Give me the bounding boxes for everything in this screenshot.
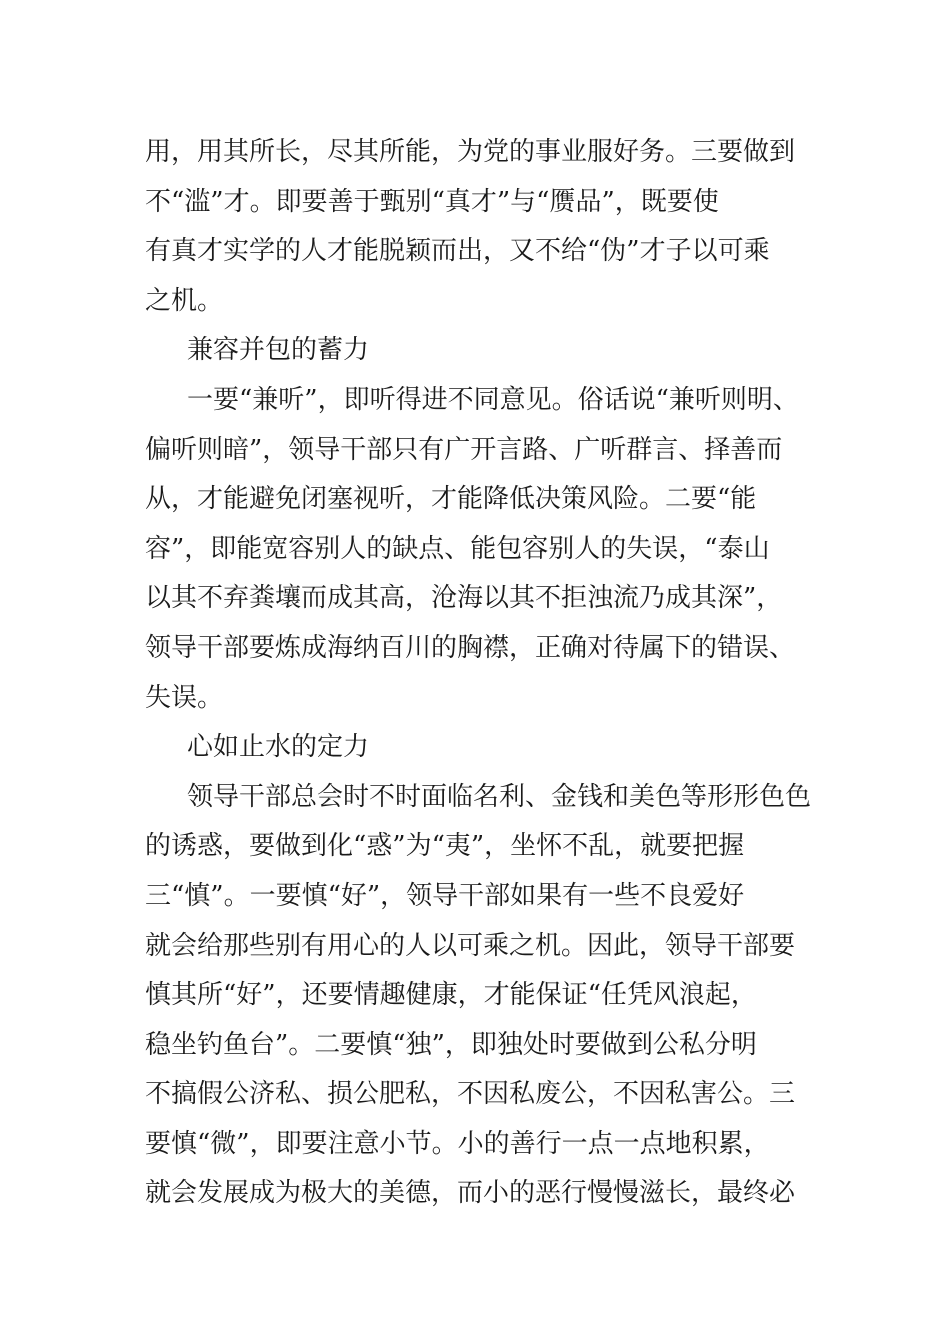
- text-line: 就会发展成为极大的美德，而小的恶行慢慢滋长，最终必: [145, 1178, 796, 1209]
- text-line: 不搞假公济私、损公肥私，不因私废公，不因私害公。三: [145, 1079, 796, 1110]
- text-line: 容”，即能宽容别人的缺点、能包容别人的失误，“泰山: [145, 533, 770, 564]
- text-line: 三“慎”。一要慎“好”，领导干部如果有一些不良爱好: [145, 880, 745, 911]
- section-heading: 兼容并包的蓄力: [187, 335, 370, 366]
- text-line: 一要“兼听”，即听得进不同意见。俗话说“兼听则明、: [187, 384, 799, 415]
- section-heading: 心如止水的定力: [187, 732, 370, 763]
- text-line: 以其不弃粪壤而成其高，沧海以其不拒浊流乃成其深”，: [145, 583, 783, 614]
- body-text: [145, 128, 835, 1219]
- text-line: 稳坐钓鱼台”。二要慎“独”，即独处时要做到公私分明: [145, 1029, 757, 1060]
- text-line: 用，用其所长，尽其所能，为党的事业服好务。三要做到: [145, 137, 796, 167]
- text-line: 从，才能避免闭塞视听，才能降低决策风险。二要“能: [145, 484, 757, 515]
- text-line: 要慎“微”，即要注意小节。小的善行一点一点地积累，: [145, 1128, 770, 1159]
- text-line: 之机。: [145, 285, 224, 316]
- text-line: 慎其所“好”，还要情趣健康，才能保证“任凭风浪起，: [145, 980, 757, 1011]
- text-line: 的诱惑，要做到化“惑”为“夷”，坐怀不乱，就要把握: [145, 831, 745, 862]
- text-line: 偏听则暗”，领导干部只有广开言路、广听群言、择善而: [145, 434, 783, 465]
- text-line: 失误。: [145, 682, 224, 713]
- text-line: 领导干部要炼成海纳百川的胸襟，正确对待属下的错误、: [145, 632, 796, 663]
- text-line: 领导干部总会时不时面临名利、金钱和美色等形形色色: [187, 781, 812, 812]
- text-line: 就会给那些别有用心的人以可乘之机。因此，领导干部要: [145, 930, 796, 961]
- text-line: 有真才实学的人才能脱颖而出，又不给“伪”才子以可乘: [145, 236, 770, 267]
- text-line: 不“滥”才。即要善于甄别“真才”与“赝品”，既要使: [145, 186, 719, 217]
